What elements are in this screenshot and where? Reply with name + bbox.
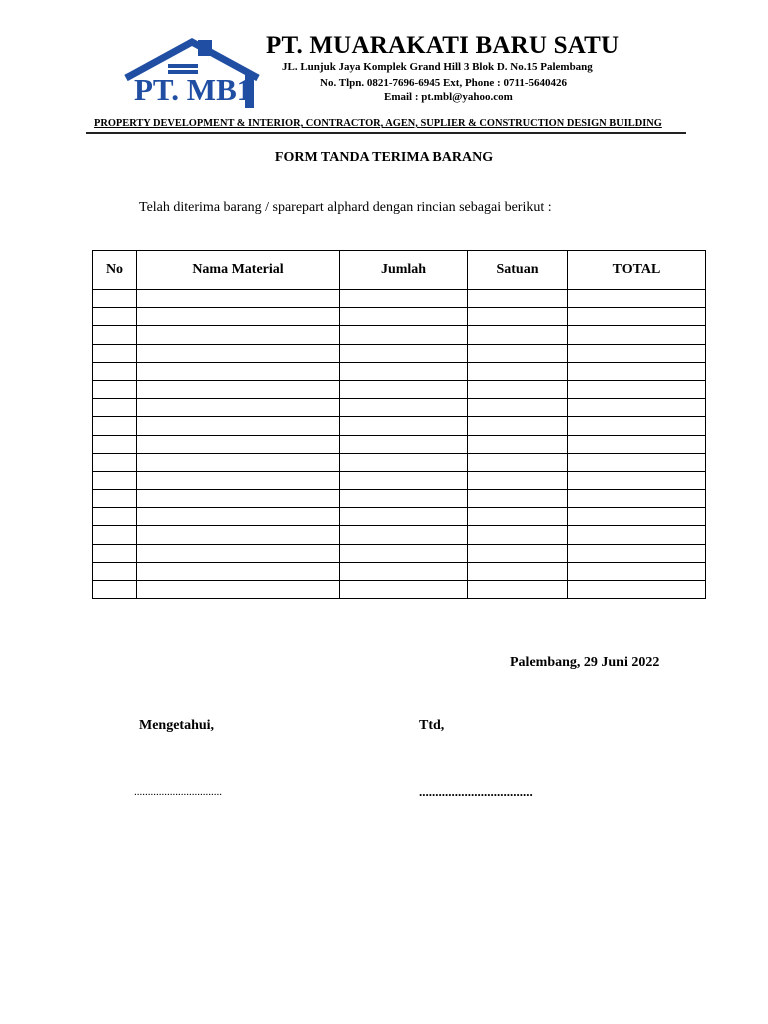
table-cell (568, 417, 706, 435)
table-row (93, 362, 706, 380)
table-row (93, 326, 706, 344)
acknowledged-label: Mengetahui, (139, 718, 215, 733)
table-cell (568, 290, 706, 308)
table-cell (137, 562, 340, 580)
table-cell (340, 380, 468, 398)
table-cell (137, 453, 340, 471)
table-cell (468, 435, 568, 453)
table-cell (137, 526, 340, 544)
signed-label: Ttd, (419, 718, 445, 733)
table-row (93, 544, 706, 562)
table-cell (93, 290, 137, 308)
table-cell (568, 490, 706, 508)
table-row (93, 526, 706, 544)
table-cell (568, 562, 706, 580)
table-cell (93, 417, 137, 435)
table-cell (93, 362, 137, 380)
table-header-row (93, 251, 706, 290)
table-cell (340, 453, 468, 471)
table-cell (468, 490, 568, 508)
table-cell (93, 453, 137, 471)
table-cell (340, 290, 468, 308)
col-header-material: Nama Material (137, 251, 340, 290)
table-cell (568, 344, 706, 362)
table-cell (568, 435, 706, 453)
company-name: PT. MUARAKATI BARU SATU (266, 32, 620, 59)
table-cell (340, 581, 468, 599)
table-cell (568, 362, 706, 380)
table-cell (468, 344, 568, 362)
table-cell (468, 290, 568, 308)
table-cell (137, 362, 340, 380)
table-cell (93, 562, 137, 580)
table-row (93, 471, 706, 489)
table-cell (137, 326, 340, 344)
table-cell (468, 362, 568, 380)
col-header-quantity: Jumlah (340, 251, 468, 290)
table-cell (93, 399, 137, 417)
table-cell (93, 344, 137, 362)
table-cell (340, 562, 468, 580)
materials-table (92, 250, 706, 599)
table-cell (93, 581, 137, 599)
table-cell (340, 399, 468, 417)
table-cell (93, 544, 137, 562)
table-cell (468, 380, 568, 398)
company-phone: No. Tlpn. 0821-7696-6945 Ext, Phone : 0711-5640426 (320, 77, 568, 89)
table-cell (137, 471, 340, 489)
company-email: Email : pt.mbl@yahoo.com (384, 91, 513, 103)
table-cell (340, 508, 468, 526)
table-cell (468, 399, 568, 417)
table-cell (468, 471, 568, 489)
table-cell (340, 362, 468, 380)
table-cell (137, 581, 340, 599)
table-cell (137, 344, 340, 362)
logo-text: PT. MB1 (134, 72, 253, 107)
table-row (93, 435, 706, 453)
table-cell (93, 380, 137, 398)
col-header-unit: Satuan (468, 251, 568, 290)
table-cell (137, 490, 340, 508)
signed-signature-line: ................................... (419, 784, 533, 799)
table-cell (340, 490, 468, 508)
table-cell (340, 308, 468, 326)
letterhead-divider (86, 132, 686, 134)
acknowledged-signature-line: ................................ (134, 786, 222, 798)
table-cell (568, 508, 706, 526)
table-cell (93, 526, 137, 544)
table-cell (340, 544, 468, 562)
col-header-no: No (93, 251, 137, 290)
table-row (93, 417, 706, 435)
table-cell (137, 308, 340, 326)
table-cell (568, 544, 706, 562)
table-row (93, 380, 706, 398)
table-row (93, 508, 706, 526)
table-cell (137, 399, 340, 417)
form-title: FORM TANDA TERIMA BARANG (274, 150, 494, 165)
table-cell (468, 562, 568, 580)
table-cell (568, 581, 706, 599)
table-row (93, 490, 706, 508)
company-address: JL. Lunjuk Jaya Komplek Grand Hill 3 Blok D. No.15 Palembang (282, 61, 593, 73)
table-cell (93, 308, 137, 326)
table-cell (468, 417, 568, 435)
table-cell (468, 544, 568, 562)
table-cell (93, 490, 137, 508)
place-date: Palembang, 29 Juni 2022 (510, 655, 660, 670)
col-header-total: TOTAL (568, 251, 706, 290)
table-row (93, 344, 706, 362)
table-cell (137, 290, 340, 308)
table-cell (137, 544, 340, 562)
table-cell (340, 417, 468, 435)
form-intro: Telah diterima barang / sparepart alphard dengan rincian sebagai berikut : (139, 200, 552, 215)
table-cell (93, 471, 137, 489)
table-cell (340, 526, 468, 544)
table-cell (568, 399, 706, 417)
table-cell (468, 526, 568, 544)
table-cell (468, 453, 568, 471)
table-cell (340, 435, 468, 453)
table-cell (468, 308, 568, 326)
table-cell (568, 453, 706, 471)
table-cell (568, 380, 706, 398)
table-cell (137, 417, 340, 435)
table-cell (93, 435, 137, 453)
company-tagline: PROPERTY DEVELOPMENT & INTERIOR, CONTRACTOR, AGEN, SUPLIER & CONSTRUCTION DESIGN BUILDING (94, 118, 662, 129)
table-cell (93, 508, 137, 526)
table-row (93, 581, 706, 599)
table-cell (137, 435, 340, 453)
table-row (93, 562, 706, 580)
table-row (93, 453, 706, 471)
table-row (93, 290, 706, 308)
table-row (93, 308, 706, 326)
table-cell (568, 326, 706, 344)
table-cell (340, 344, 468, 362)
table-cell (340, 471, 468, 489)
table-cell (568, 526, 706, 544)
table-cell (568, 308, 706, 326)
table-cell (468, 581, 568, 599)
table-cell (340, 326, 468, 344)
table-cell (137, 380, 340, 398)
table-cell (93, 326, 137, 344)
table-row (93, 399, 706, 417)
table-cell (468, 326, 568, 344)
table-cell (137, 508, 340, 526)
table-cell (468, 508, 568, 526)
table-cell (568, 471, 706, 489)
